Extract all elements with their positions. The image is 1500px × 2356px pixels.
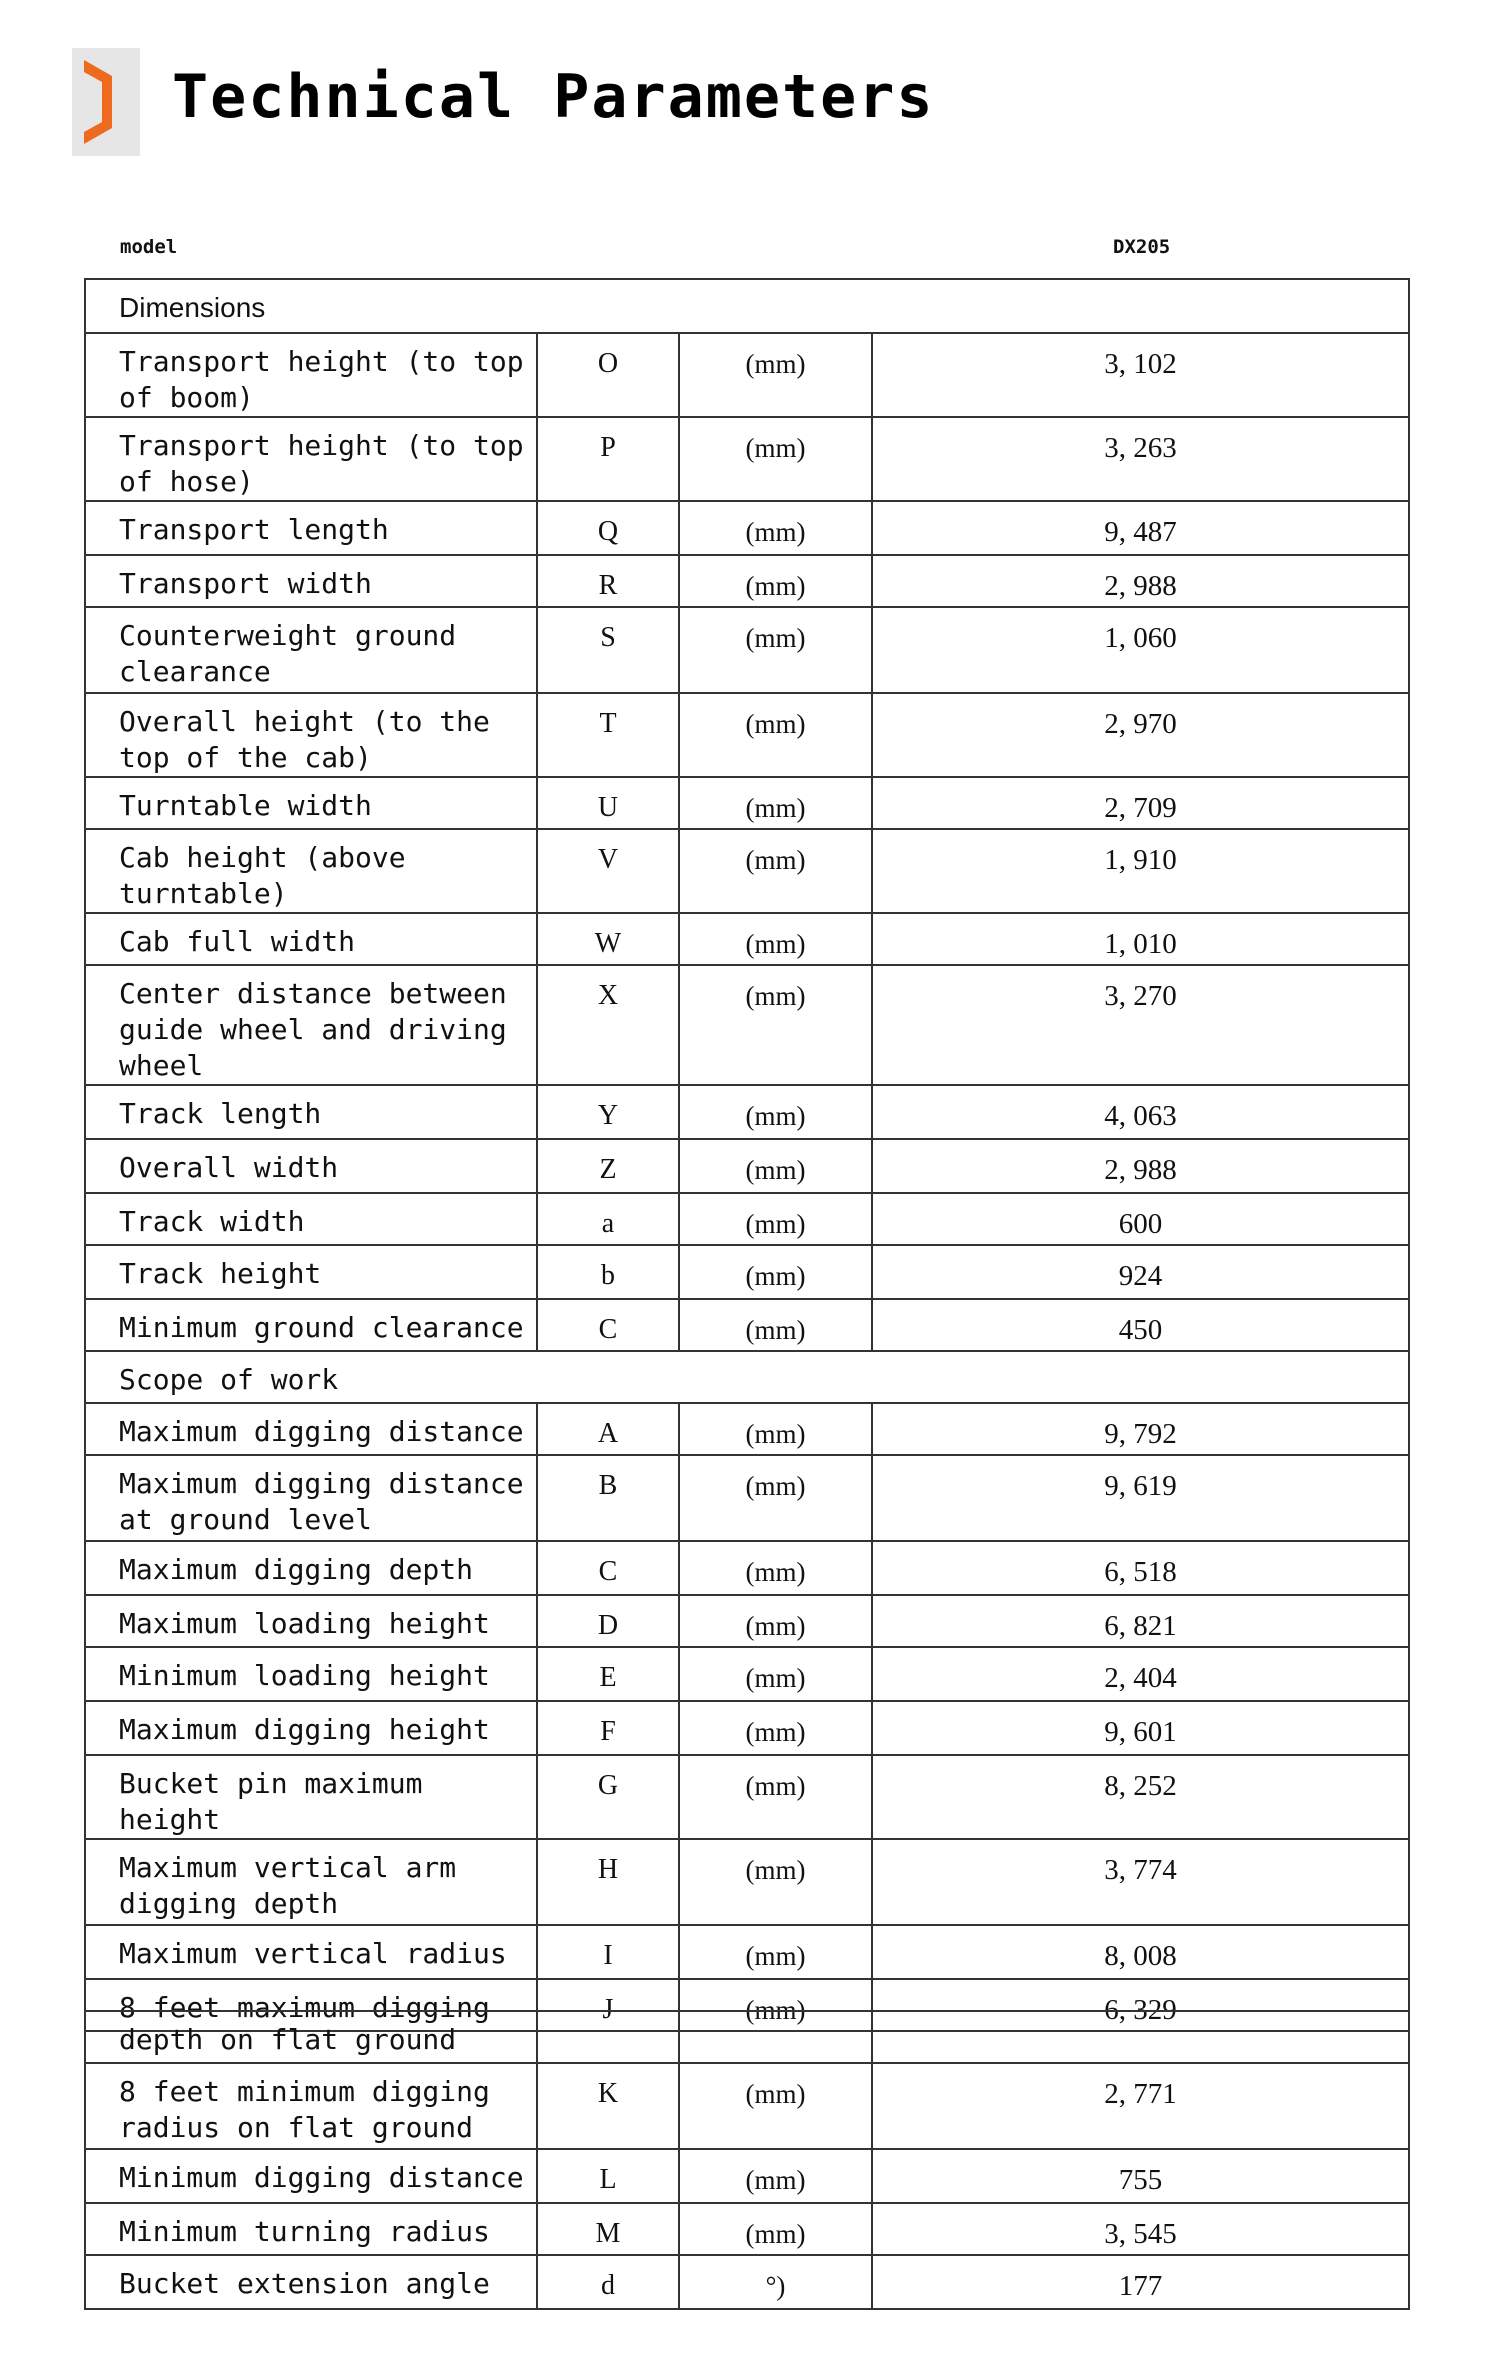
param-name: Maximum digging height	[85, 1701, 537, 1755]
param-unit	[679, 2011, 872, 2063]
param-value: 9, 487	[872, 501, 1409, 555]
table-row	[85, 417, 1409, 501]
param-value: 8, 252	[872, 1755, 1409, 1839]
param-name: Transport width	[85, 555, 537, 607]
param-value: 2, 771	[872, 2063, 1409, 2149]
param-value: 2, 988	[872, 555, 1409, 607]
param-code: R	[537, 555, 679, 607]
param-value	[872, 2011, 1409, 2063]
param-code: M	[537, 2203, 679, 2255]
param-name: 8 feet maximum digging	[85, 1979, 537, 2031]
param-name: Overall height (to the top of the cab)	[85, 693, 537, 777]
param-name: Maximum vertical radius	[85, 1925, 537, 1979]
param-value: 450	[872, 1299, 1409, 1351]
brand-logo-icon	[72, 48, 140, 156]
param-name: Maximum vertical arm digging depth	[85, 1839, 537, 1925]
table-row	[85, 501, 1409, 555]
param-code: Z	[537, 1139, 679, 1193]
param-code: X	[537, 965, 679, 1085]
param-name: Center distance between guide wheel and driving wheel	[85, 965, 537, 1085]
param-unit: (mm)	[679, 913, 872, 965]
param-name: Counterweight ground clearance	[85, 607, 537, 693]
param-name: 8 feet minimum digging radius on flat ground	[85, 2063, 537, 2149]
table-row	[85, 1245, 1409, 1299]
param-value: 3, 545	[872, 2203, 1409, 2255]
param-unit: (mm)	[679, 607, 872, 693]
param-value: 1, 010	[872, 913, 1409, 965]
param-name: Track height	[85, 1245, 537, 1299]
param-value: 755	[872, 2149, 1409, 2203]
parameters-table-continued	[84, 2010, 1410, 2310]
param-name: Maximum digging distance at ground level	[85, 1455, 537, 1541]
param-name: Maximum loading height	[85, 1595, 537, 1647]
table-row	[85, 2011, 1409, 2063]
param-code: d	[537, 2255, 679, 2309]
table-row	[85, 607, 1409, 693]
page-title: Technical Parameters	[172, 62, 935, 132]
param-code: L	[537, 2149, 679, 2203]
param-code: O	[537, 333, 679, 417]
param-name: Maximum digging distance	[85, 1403, 537, 1455]
param-code: P	[537, 417, 679, 501]
table-row	[85, 333, 1409, 417]
table-row	[85, 1403, 1409, 1455]
param-unit: (mm)	[679, 1595, 872, 1647]
table-row	[85, 693, 1409, 777]
param-code: A	[537, 1403, 679, 1455]
param-code	[537, 2011, 679, 2063]
param-code: B	[537, 1455, 679, 1541]
table-row	[85, 2255, 1409, 2309]
param-value: 9, 792	[872, 1403, 1409, 1455]
param-name: Transport height (to top of boom)	[85, 333, 537, 417]
param-value: 2, 709	[872, 777, 1409, 829]
param-unit: (mm)	[679, 1299, 872, 1351]
param-code: E	[537, 1647, 679, 1701]
param-value: 1, 910	[872, 829, 1409, 913]
param-unit: (mm)	[679, 1755, 872, 1839]
param-name: Cab full width	[85, 913, 537, 965]
param-code: D	[537, 1595, 679, 1647]
table-row	[85, 1925, 1409, 1979]
param-unit: (mm)	[679, 829, 872, 913]
param-code: Q	[537, 501, 679, 555]
param-value: 3, 263	[872, 417, 1409, 501]
param-value: 2, 970	[872, 693, 1409, 777]
param-unit: (mm)	[679, 2063, 872, 2149]
param-value: 3, 774	[872, 1839, 1409, 1925]
param-name: Minimum loading height	[85, 1647, 537, 1701]
param-name: Minimum digging distance	[85, 2149, 537, 2203]
param-name: Turntable width	[85, 777, 537, 829]
param-code: W	[537, 913, 679, 965]
param-value: 9, 619	[872, 1455, 1409, 1541]
param-value: 4, 063	[872, 1085, 1409, 1139]
param-code: C	[537, 1299, 679, 1351]
param-unit: (mm)	[679, 1979, 872, 2031]
table-row	[85, 2149, 1409, 2203]
param-unit: (mm)	[679, 555, 872, 607]
model-value: DX205	[1113, 236, 1171, 258]
table-row	[85, 2203, 1409, 2255]
param-unit: (mm)	[679, 2149, 872, 2203]
param-code: K	[537, 2063, 679, 2149]
param-unit: (mm)	[679, 1403, 872, 1455]
table-row	[85, 1139, 1409, 1193]
table-row	[85, 1595, 1409, 1647]
param-unit: (mm)	[679, 777, 872, 829]
table-row	[85, 1193, 1409, 1245]
param-code: a	[537, 1193, 679, 1245]
param-value: 2, 404	[872, 1647, 1409, 1701]
param-unit: (mm)	[679, 333, 872, 417]
param-code: C	[537, 1541, 679, 1595]
table-row	[85, 965, 1409, 1085]
param-name: Minimum ground clearance	[85, 1299, 537, 1351]
param-value: 924	[872, 1245, 1409, 1299]
param-value: 2, 988	[872, 1139, 1409, 1193]
param-name: Track length	[85, 1085, 537, 1139]
param-value: 6, 518	[872, 1541, 1409, 1595]
table-row	[85, 1455, 1409, 1541]
table-row	[85, 777, 1409, 829]
param-unit: (mm)	[679, 2203, 872, 2255]
param-name: Bucket pin maximum height	[85, 1755, 537, 1839]
param-code: S	[537, 607, 679, 693]
param-unit: (mm)	[679, 417, 872, 501]
param-unit: (mm)	[679, 1193, 872, 1245]
param-value: 177	[872, 2255, 1409, 2309]
param-code: J	[537, 1979, 679, 2031]
table-row	[85, 1755, 1409, 1839]
param-name: depth on flat ground	[85, 2011, 537, 2063]
table-row	[85, 1647, 1409, 1701]
param-unit: °)	[679, 2255, 872, 2309]
param-code: G	[537, 1755, 679, 1839]
param-name: Track width	[85, 1193, 537, 1245]
param-unit: (mm)	[679, 1925, 872, 1979]
param-unit: (mm)	[679, 501, 872, 555]
param-name: Transport height (to top of hose)	[85, 417, 537, 501]
param-unit: (mm)	[679, 1839, 872, 1925]
param-value: 3, 102	[872, 333, 1409, 417]
param-name: Cab height (above turntable)	[85, 829, 537, 913]
param-unit: (mm)	[679, 1647, 872, 1701]
table-row	[85, 1085, 1409, 1139]
param-value: 3, 270	[872, 965, 1409, 1085]
table-row	[85, 1299, 1409, 1351]
parameters-table	[84, 278, 1410, 2032]
section-row	[85, 1351, 1409, 1403]
param-value: 600	[872, 1193, 1409, 1245]
param-code: V	[537, 829, 679, 913]
table-row	[85, 913, 1409, 965]
param-value: 6, 329	[872, 1979, 1409, 2031]
param-name: Bucket extension angle	[85, 2255, 537, 2309]
param-unit: (mm)	[679, 965, 872, 1085]
param-code: F	[537, 1701, 679, 1755]
param-code: H	[537, 1839, 679, 1925]
table-row	[85, 1701, 1409, 1755]
param-name: Minimum turning radius	[85, 2203, 537, 2255]
param-name: Transport length	[85, 501, 537, 555]
param-unit: (mm)	[679, 1245, 872, 1299]
param-unit: (mm)	[679, 1701, 872, 1755]
param-unit: (mm)	[679, 1139, 872, 1193]
param-unit: (mm)	[679, 1541, 872, 1595]
param-value: 8, 008	[872, 1925, 1409, 1979]
section-heading: Dimensions	[85, 279, 1409, 333]
table-row	[85, 829, 1409, 913]
param-name: Maximum digging depth	[85, 1541, 537, 1595]
param-code: I	[537, 1925, 679, 1979]
table-row	[85, 2063, 1409, 2149]
model-label: model	[120, 236, 178, 258]
section-heading: Scope of work	[85, 1351, 1409, 1403]
table-row	[85, 1839, 1409, 1925]
section-row	[85, 279, 1409, 333]
param-code: b	[537, 1245, 679, 1299]
table-row	[85, 1541, 1409, 1595]
param-unit: (mm)	[679, 1085, 872, 1139]
param-value: 6, 821	[872, 1595, 1409, 1647]
param-code: U	[537, 777, 679, 829]
param-code: Y	[537, 1085, 679, 1139]
param-code: T	[537, 693, 679, 777]
param-unit: (mm)	[679, 1455, 872, 1541]
param-value: 9, 601	[872, 1701, 1409, 1755]
param-name: Overall width	[85, 1139, 537, 1193]
table-row	[85, 555, 1409, 607]
param-value: 1, 060	[872, 607, 1409, 693]
param-unit: (mm)	[679, 693, 872, 777]
